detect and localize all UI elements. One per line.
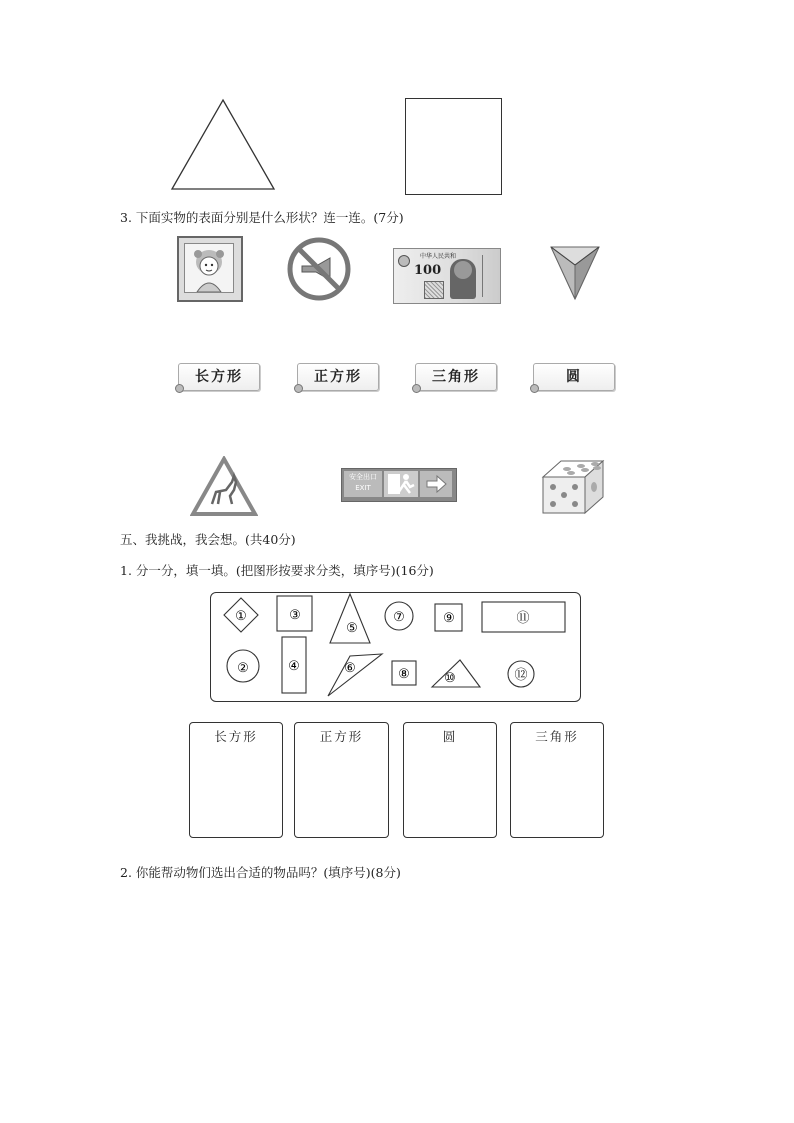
rmb-100-banknote-icon xyxy=(393,248,501,304)
bin-triangle[interactable] xyxy=(510,722,604,838)
girl-photo-frame-icon xyxy=(177,236,243,302)
triangular-pyramid-icon xyxy=(549,243,601,301)
tag-triangle[interactable] xyxy=(415,363,497,391)
tag-label: 长方形 xyxy=(195,369,243,385)
bin-square[interactable] xyxy=(294,722,389,838)
bin-circle[interactable] xyxy=(403,722,497,838)
tag-label: 圆 xyxy=(566,369,582,385)
safety-exit-sign-icon xyxy=(341,468,457,502)
shape-label-1: ① xyxy=(235,609,247,624)
bin-label: 长方形 xyxy=(214,729,258,744)
triangle-figure xyxy=(168,96,278,194)
square-figure xyxy=(405,98,502,195)
bin-label: 圆 xyxy=(442,729,458,744)
shape-label-6: ⑥ xyxy=(344,661,356,676)
shape-label-8: ⑧ xyxy=(398,667,410,682)
banknote-header: 中华人民共和 xyxy=(420,253,457,260)
shape-label-10: ⑩ xyxy=(444,671,456,686)
tag-square[interactable] xyxy=(297,363,379,391)
shape-label-2: ② xyxy=(237,661,249,676)
tag-label: 正方形 xyxy=(314,369,362,385)
running-man-icon xyxy=(384,471,418,497)
bin-label: 三角形 xyxy=(535,729,579,744)
shape-label-4: ④ xyxy=(288,659,300,674)
deer-warning-sign-icon xyxy=(190,456,258,518)
shapes-panel-figures xyxy=(210,592,580,702)
shape-label-12: ⑫ xyxy=(514,668,528,683)
tag-circle[interactable] xyxy=(533,363,615,391)
tag-rectangle[interactable] xyxy=(178,363,260,391)
tag-label: 三角形 xyxy=(432,369,480,385)
exit-sign-cn: 安全出口 xyxy=(349,473,377,481)
banknote-denomination: 100 xyxy=(414,263,442,278)
question-5-2-text: 2. 你能帮动物们选出合适的物品吗？(填序号)(8分) xyxy=(120,865,401,880)
bin-label: 正方形 xyxy=(319,729,364,744)
dice-icon xyxy=(541,459,605,515)
bin-rectangle[interactable] xyxy=(189,722,283,838)
shape-label-11: ⑪ xyxy=(516,611,530,626)
shape-label-9: ⑨ xyxy=(443,611,455,626)
question-3-text: 3. 下面实物的表面分别是什么形状？连一连。(7分) xyxy=(120,210,404,225)
no-horn-sign-icon xyxy=(286,236,352,302)
exit-sign-en: EXIT xyxy=(355,484,371,492)
shape-label-5: ⑤ xyxy=(346,621,358,636)
arrow-right-icon xyxy=(420,471,452,497)
shape-label-3: ③ xyxy=(289,608,301,623)
question-5-1-text: 1. 分一分，填一填。(把图形按要求分类，填序号)(16分) xyxy=(120,563,434,578)
shape-label-7: ⑦ xyxy=(393,610,405,625)
section-5-title: 五、我挑战，我会想。(共40分) xyxy=(120,532,296,547)
